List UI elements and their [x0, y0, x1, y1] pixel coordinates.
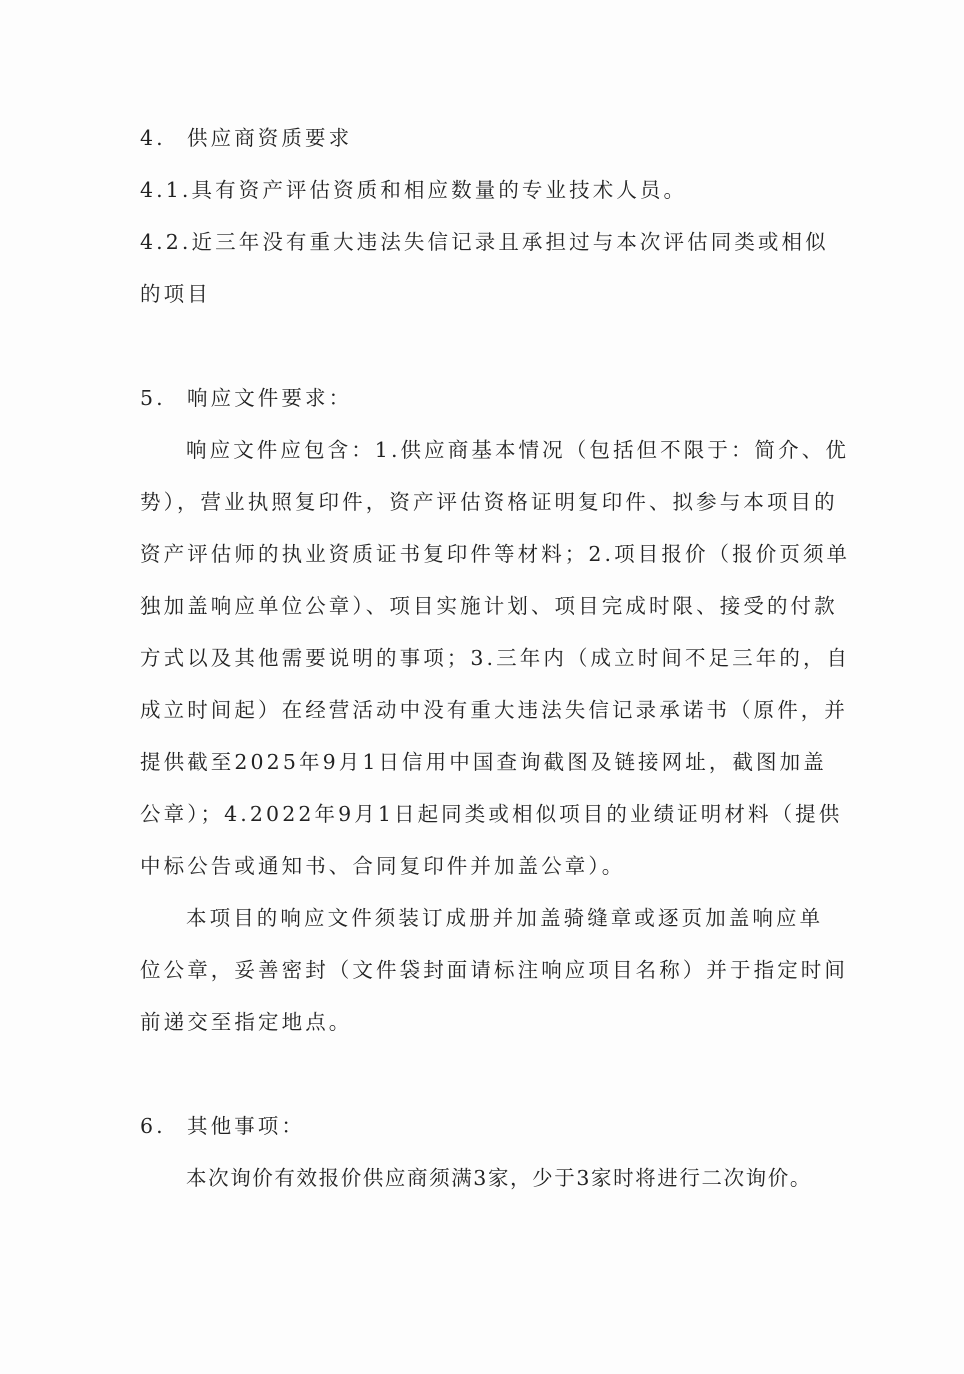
- section-5-heading: [140, 372, 828, 424]
- section-6-title: 其他事项：: [187, 1114, 305, 1138]
- section-5-title: 响应文件要求：: [187, 386, 353, 410]
- section-5-para-2-line: 位公章，妥善密封（文件袋封面请标注响应项目名称）并于指定时间: [140, 958, 848, 982]
- section-5-para-1-line: 提供截至2025年9月1日信用中国查询截图及链接网址，截图加盖: [140, 750, 827, 774]
- section-5-para-1-line: 独加盖响应单位公章）、项目实施计划、项目完成时限、接受的付款: [140, 594, 838, 618]
- section-5-para-1-line: 势），营业执照复印件，资产评估资格证明复印件、拟参与本项目的: [140, 490, 838, 514]
- section-4-number: 4.: [140, 126, 166, 150]
- section-5-para-1-line: 方式以及其他需要说明的事项；3.三年内（成立时间不足三年的，自: [140, 646, 851, 670]
- section-6-number: 6.: [140, 1114, 166, 1138]
- section-4-item-2-line-2: 的项目: [140, 282, 211, 306]
- section-6-heading: [140, 1100, 828, 1152]
- section-5-para-1-line: 中标公告或通知书、合同复印件并加盖公章）。: [140, 854, 626, 878]
- section-5-para-1-line: 公章）；4.2022年9月1日起同类或相似项目的业绩证明材料（提供: [140, 802, 843, 826]
- section-5-para-1-line: 资产评估师的执业资质证书复印件等材料；2.项目报价（报价页须单: [140, 542, 851, 566]
- section-6-para-1: 本次询价有效报价供应商须满3家，少于3家时将进行二次询价。: [186, 1166, 812, 1190]
- document-body: [140, 112, 851, 1204]
- section-4-item-2-line-1: 4.2.近三年没有重大违法失信记录且承担过与本次评估同类或相似: [140, 230, 829, 254]
- section-spacer: [140, 320, 828, 372]
- section-4-heading: [140, 112, 828, 164]
- section-5-para-1-line: 响应文件应包含：1.供应商基本情况（包括但不限于：简介、优: [186, 438, 849, 462]
- section-4-item-1: 4.1.具有资产评估资质和相应数量的专业技术人员。: [140, 178, 688, 202]
- section-5-number: 5.: [140, 386, 166, 410]
- section-5-para-2-line: 本项目的响应文件须装订成册并加盖骑缝章或逐页加盖响应单: [186, 906, 824, 930]
- section-5-para-2-line: 前递交至指定地点。: [140, 1010, 353, 1034]
- section-4-title: 供应商资质要求: [187, 126, 353, 150]
- section-spacer: [140, 1048, 828, 1100]
- section-5-para-1-line: 成立时间起）在经营活动中没有重大违法失信记录承诺书（原件，并: [140, 698, 848, 722]
